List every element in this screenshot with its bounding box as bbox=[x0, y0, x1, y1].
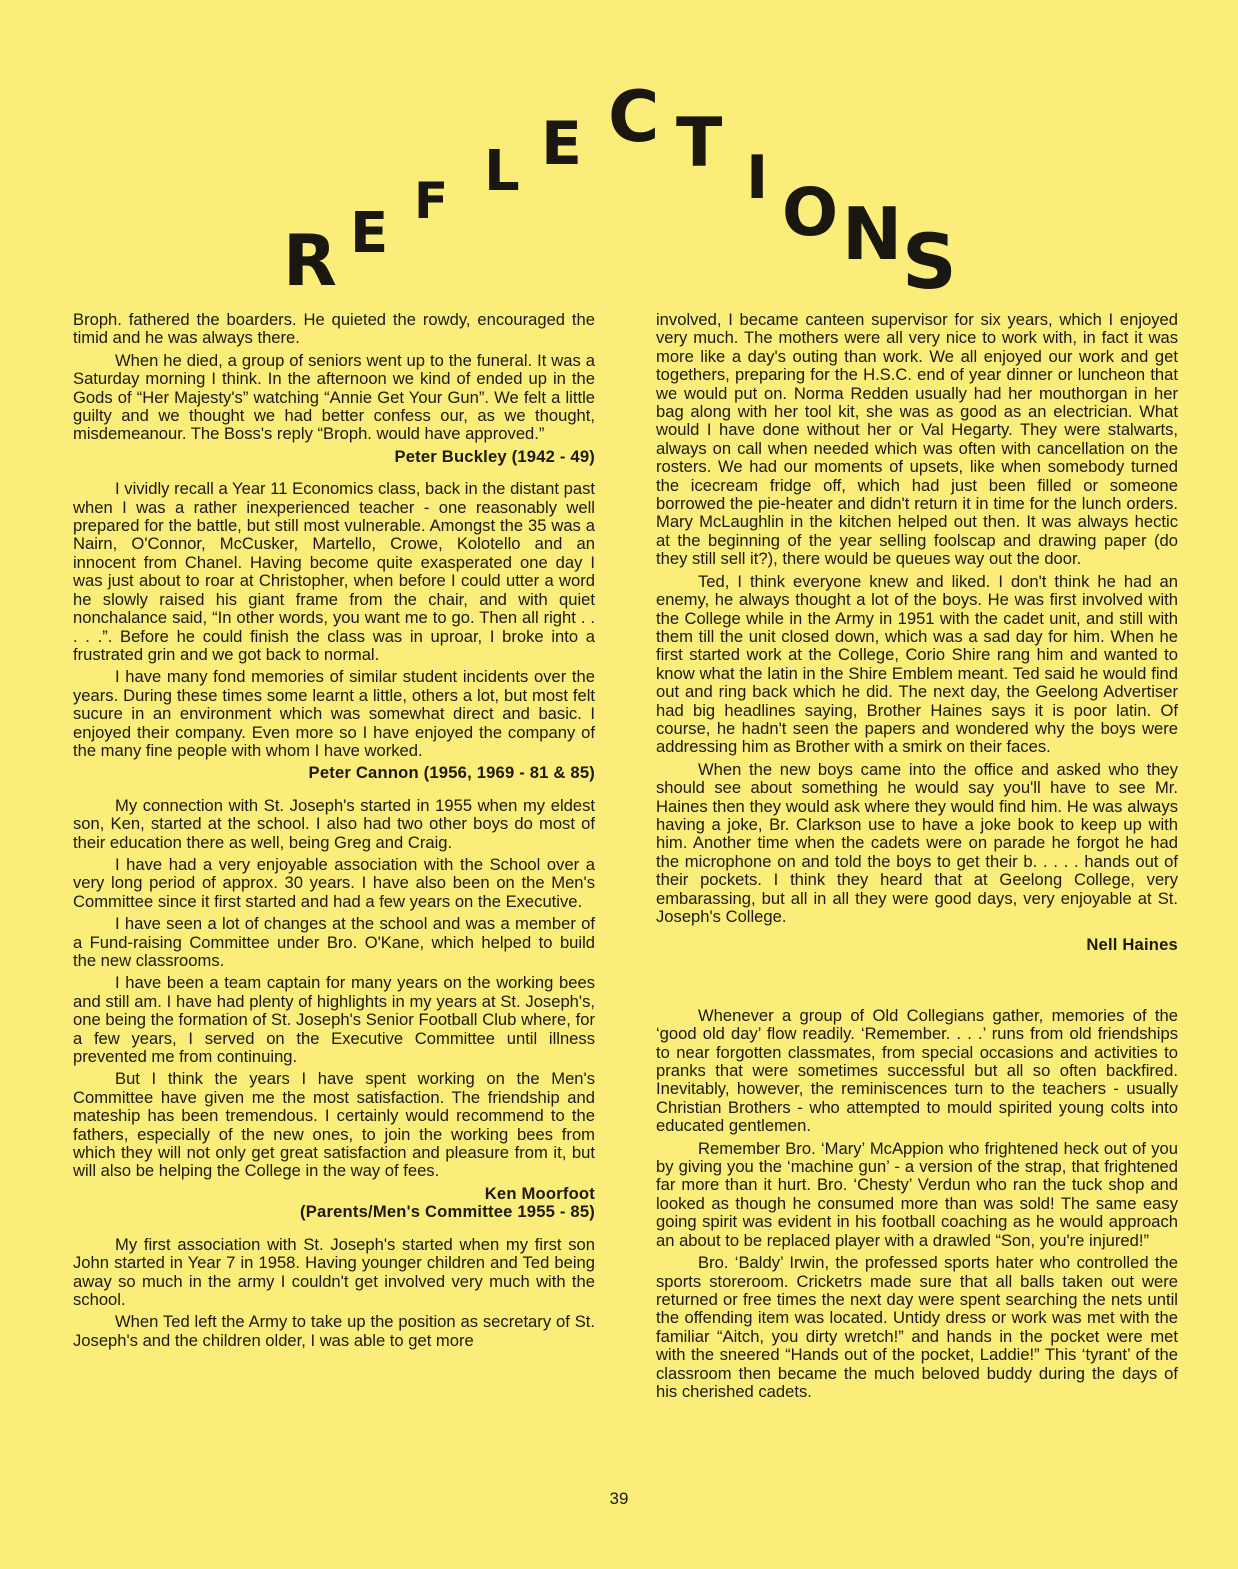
paragraph: Broph. fathered the boarders. He quieted the rowdy, encouraged the timid and he was always there. bbox=[73, 310, 595, 348]
paragraph: I have many fond memories of similar student incidents over the years. During these times some learnt a little, others a lot, but most felt sucure in an environment which was somewhat direct and basic. I enjoyed their company. Even more so I have enjoyed the company of the many fine people with whom I have worked. bbox=[73, 667, 595, 760]
title-letter-e2: E bbox=[541, 109, 582, 179]
paragraph: I vividly recall a Year 11 Economics class, back in the distant past when I was a rather inexperienced teacher - one reasonably well prepared for the battle, but still most vulnerable. Amongst the 35 was a Nairn, O'Connor, McCusker, Martello, Crowe, Kolotello and an innocent from Chanel. Having become quite exasperated one day I was just about to roar at Christopher, when before I could utter a word he slowly raised his giant frame from the chair, and with quiet nonchalance said, “In other words, you want me to go. Then all right . . . . .”. Before he could finish the class was in uproar, I broke into a frustrated grin and we got back to normal. bbox=[73, 479, 595, 664]
left-column bbox=[73, 311, 595, 1354]
paragraph: Whenever a group of Old Collegians gather, memories of the ‘good old day’ flow readily. ‘Remember. . . .’ runs from old friendships to near forgotten classmates, from special occasions and activities to pranks that were sometimes successful but all so often backfired. Inevitably, however, the reminiscences turn to the teachers - usually Christian Brothers - who attempted to mould spirited young colts into educated gentlemen. bbox=[656, 1005, 1178, 1136]
author-name: Nell Haines bbox=[1086, 935, 1178, 955]
title-letter-t: T bbox=[676, 104, 723, 183]
paragraph: When Ted left the Army to take up the position as secretary of St. Joseph's and the children older, I was able to get more bbox=[73, 1312, 595, 1350]
title-letter-i: I bbox=[746, 143, 769, 213]
paragraph: I have had a very enjoyable association with the School over a very long period of approx. 30 years. I have also been on the Men's Committee since it first started and had a few years on the Executive. bbox=[73, 854, 595, 911]
author-signature bbox=[73, 448, 595, 466]
paragraph: When he died, a group of seniors went up to the funeral. It was a Saturday morning I think. In the afternoon we kind of ended up in the Gods of “Her Majesty's” watching “Annie Get Your Gun”. We felt a little guilty and we thought we had better confess our, as we thought, misdemeanour. The Boss's reply “Broph. would have approved.” bbox=[73, 350, 595, 444]
paragraph: When the new boys came into the office and asked who they should see about something he would say you'll have to see Mr. Haines then they would ask where they would find him. He was always having a joke, Br. Clarkson use to have a joke book to keep up with him. Another time when the cadets were on parade he forgot he had the microphone on and told the boys to get their b. . . . . hands out of their pockets. I think they heard that at Geelong College, very embarassing, but all in all they were good days, very enjoyable at St. Joseph's College. bbox=[656, 759, 1178, 926]
title-letter-o: O bbox=[782, 174, 839, 251]
paragraph: involved, I became canteen supervisor for six years, which I enjoyed very much. The mothers were all very nice to work with, in fact it was more like a day's outing than work. We all enjoyed our work and get togethers, preparing for the H.S.C. end of year dinner or luncheon that we would put on. Norma Redden usually had her mouthorgan in her bag along with her tool kit, she was as good as an electrician. What would I have done without her or Val Hegarty. They were stalwarts, always on call when needed which was often with cancellation on the rosters. We had our moments of upsets, like when somebody turned the icecream fridge off, which had just been filled or someone borrowed the pie-heater and didn't return it in time for the lunch orders. Mary McLaughlin in the kitchen helped out then. It was always hectic at the beginning of the year selling foolscap and drawing paper (do they still sell it?), there would be queues way out the door. bbox=[656, 310, 1178, 569]
title-letter-e: E bbox=[350, 201, 389, 266]
author-name: Peter Buckley (1942 - 49) bbox=[394, 446, 595, 466]
author-role: (Parents/Men's Committee 1955 - 85) bbox=[300, 1202, 595, 1222]
title-letter-r: R bbox=[283, 220, 337, 302]
title-letter-c: C bbox=[608, 76, 660, 158]
paragraph: Ted, I think everyone knew and liked. I don't think he had an enemy, he always thought a lot of the boys. He was first involved with the College while in the Army in 1951 with the cadet unit, and still with them till the unit closed down, which was a sad day for him. When he first started work at the College, Corio Shire rang him and wanted to know what the latin in the Shire Emblem meant. Ted said he would find out and ring back which he did. The next day, the Geelong Advertiser had big headlines saying, Brother Haines says it is poor latin. Of course, he hadn't seen the papers and wondered why the boys were addressing him as Brother with a smirk on their faces. bbox=[656, 571, 1178, 757]
title-letter-n: N bbox=[842, 192, 903, 276]
author-signature bbox=[73, 1185, 595, 1222]
title-letter-s: S bbox=[902, 217, 957, 306]
paragraph: Bro. ‘Baldy’ Irwin, the professed sports hater who controlled the sports storeroom. Cricketrs made sure that all balls taken out were returned or free times the next day were spent searching the nets until the offending item was located. Untidy dress or work was met with the familiar “Aitch, you dirty wretch!” and hands in the pocket were met with the sneered “Hands out of the pocket, Laddie!” This ‘tyrant’ of the classroom then became the much beloved buddy during the days of his cherished cadets. bbox=[656, 1253, 1178, 1401]
paragraph: My connection with St. Joseph's started in 1955 when my eldest son, Ken, started at the school. I also had two other boys do most of their education there as well, being Greg and Craig. bbox=[73, 795, 595, 852]
author-name: Ken Moorfoot bbox=[484, 1183, 595, 1203]
paragraph: Remember Bro. ‘Mary’ McAppion who frightened heck out of you by giving you the ‘machine gun’ - a version of the strap, that frightened far more than it hurt. Bro. ‘Chesty’ Verdun who ran the tuck shop and looked as though he consumed more than was sold! The same easy going spirit was evident in his football coaching as he would approach an about to be replaced player with a drawled “Son, you're injured!” bbox=[656, 1138, 1178, 1250]
paragraph: I have been a team captain for many years on the working bees and still am. I have had plenty of highlights in my years at St. Joseph's, one being the formation of St. Joseph's Senior Football Club where, for a few years, I served on the Executive Committee until illness prevented me from continuing. bbox=[73, 973, 595, 1067]
title-letter-l: L bbox=[484, 139, 520, 204]
author-signature bbox=[73, 764, 595, 782]
right-column bbox=[656, 311, 1178, 1405]
author-name: Peter Cannon (1956, 1969 - 81 & 85) bbox=[308, 763, 595, 783]
author-signature bbox=[656, 936, 1178, 954]
paragraph: I have seen a lot of changes at the school and was a member of a Fund-raising Committee under Bro. O'Kane, which helped to build the new classrooms. bbox=[73, 914, 595, 970]
title-letter-f: F bbox=[414, 172, 449, 230]
page-number: 39 bbox=[609, 1489, 629, 1508]
paragraph: But I think the years I have spent working on the Men's Committee have given me the most satisfaction. The friendship and mateship has been tremendous. I certainly would recommend to the fathers, especially of the new ones, to join the working bees from which they will not only get great satisfaction and pleasure from it, but will also be helping the College in the way of fees. bbox=[73, 1069, 595, 1181]
paragraph: My first association with St. Joseph's started when my first son John started in Year 7 in 1958. Having younger children and Ted being away so much in the army I couldn't get involved very much with the school. bbox=[73, 1234, 595, 1309]
